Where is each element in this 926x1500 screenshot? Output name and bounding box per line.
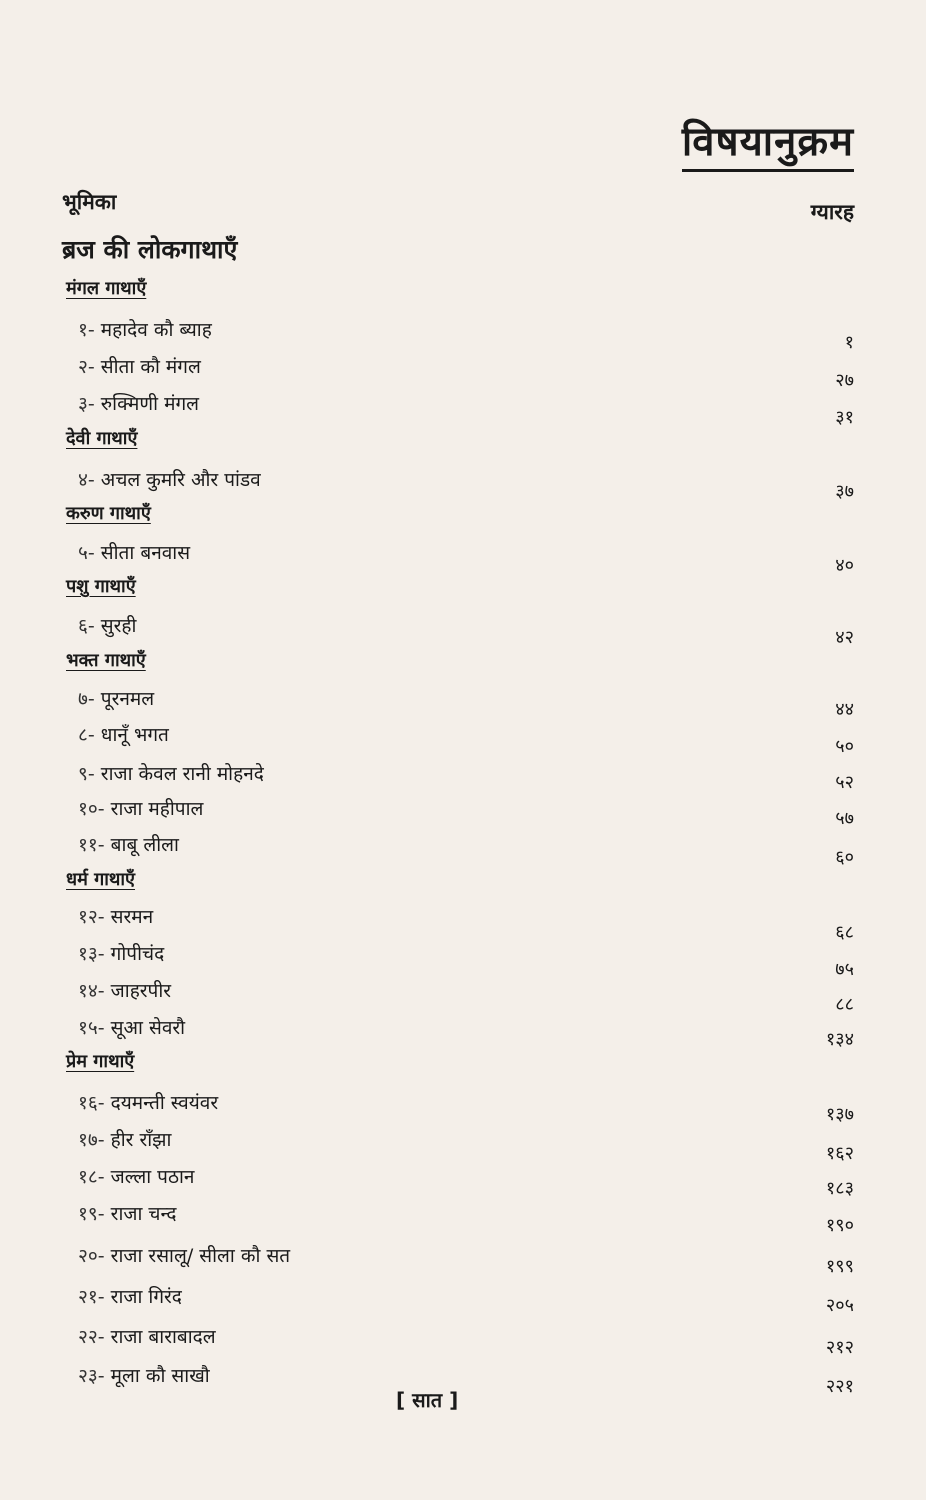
toc-entry xyxy=(78,1200,176,1226)
entry-title: राजा बाराबादल xyxy=(110,1326,216,1348)
entry-number: २२- xyxy=(78,1326,105,1348)
entry-title: राजा केवल रानी मोहनदे xyxy=(100,763,264,785)
entry-title: जल्ला पठान xyxy=(110,1166,195,1188)
entry-title: रुक्मिणी मंगल xyxy=(100,393,200,415)
entry-number: ५- xyxy=(78,542,95,564)
toc-entry xyxy=(78,1323,216,1349)
toc-entry xyxy=(78,795,203,821)
entry-number: २१- xyxy=(78,1286,105,1308)
entry-number: ९- xyxy=(78,763,95,785)
entry-title: सूआ सेवरौ xyxy=(110,1017,186,1039)
page-heading: विषयानुक्रम xyxy=(682,112,854,172)
toc-entry xyxy=(78,760,264,786)
page-number: १३७ xyxy=(825,1104,854,1125)
toc-entry xyxy=(78,831,179,857)
entry-number: १४- xyxy=(78,980,105,1002)
toc-entry xyxy=(78,1163,194,1189)
page-number: १६२ xyxy=(825,1143,854,1164)
entry-number: १२- xyxy=(78,906,105,928)
toc-entry xyxy=(78,316,212,342)
entry-title: सीता कौ मंगल xyxy=(100,356,201,378)
preface-page-number: ग्यारह xyxy=(810,200,854,224)
toc-entry xyxy=(78,1126,171,1152)
toc-entry xyxy=(78,977,171,1003)
toc-entry xyxy=(78,353,201,379)
entry-number: ३- xyxy=(78,393,95,415)
toc-entry xyxy=(78,721,169,747)
page-number: ३७ xyxy=(835,481,854,502)
page-number: ३१ xyxy=(835,407,854,428)
page-number: ६८ xyxy=(835,922,854,943)
entry-number: १- xyxy=(78,319,95,341)
entry-number: २- xyxy=(78,356,95,378)
entry-title: महादेव कौ ब्याह xyxy=(100,319,212,341)
toc-entry xyxy=(78,1242,290,1268)
page-number: ५७ xyxy=(835,808,854,829)
entry-number: ४- xyxy=(78,469,95,491)
entry-title: सरमन xyxy=(110,906,154,928)
entry-number: १०- xyxy=(78,798,105,820)
entry-title: पूरनमल xyxy=(100,688,155,710)
toc-entry xyxy=(78,539,190,565)
entry-title: जाहरपीर xyxy=(110,980,172,1002)
entry-title: बाबू लीला xyxy=(110,834,179,856)
page-number: ४४ xyxy=(835,699,854,720)
entry-title: सुरही xyxy=(100,615,137,637)
category-heading: धर्म गाथाएँ xyxy=(66,869,136,890)
page-number: ८८ xyxy=(835,994,854,1015)
toc-entry xyxy=(78,903,153,929)
entry-title: राजा गिरंद xyxy=(110,1286,182,1308)
entry-number: ८- xyxy=(78,724,95,746)
entry-number: १६- xyxy=(78,1092,105,1114)
page-number: ५२ xyxy=(835,772,854,793)
page-number: ४२ xyxy=(835,627,854,648)
entry-number: १९- xyxy=(78,1203,105,1225)
entry-number: १७- xyxy=(78,1129,105,1151)
entry-title: राजा चन्द xyxy=(110,1203,177,1225)
entry-number: १८- xyxy=(78,1166,105,1188)
entry-title: हीर राँझा xyxy=(110,1129,172,1151)
category-heading: मंगल गाथाएँ xyxy=(66,278,147,299)
entry-number: ६- xyxy=(78,615,95,637)
page-number: ७५ xyxy=(835,959,854,980)
toc-entry xyxy=(78,685,154,711)
page-number: २१२ xyxy=(825,1337,854,1358)
entry-title: अचल कुमरि और पांडव xyxy=(100,469,261,491)
category-heading: देवी गाथाएँ xyxy=(66,428,138,449)
entry-title: दयमन्ती स्वयंवर xyxy=(110,1092,219,1114)
entry-title: गोपीचंद xyxy=(110,943,165,965)
page-number: ५० xyxy=(835,736,854,757)
entry-number: २०- xyxy=(78,1245,105,1267)
page-number: ४० xyxy=(835,555,854,576)
toc-entry xyxy=(78,390,199,416)
category-heading: प्रेम गाथाएँ xyxy=(66,1051,135,1072)
category-heading: पशु गाथाएँ xyxy=(66,576,136,597)
page-number: १ xyxy=(844,332,854,353)
entry-title: मूला कौ साखौ xyxy=(110,1365,210,1387)
toc-entry xyxy=(78,940,164,966)
page-number: २२१ xyxy=(825,1376,854,1397)
page-number: १३४ xyxy=(825,1029,854,1050)
entry-title: सीता बनवास xyxy=(100,542,191,564)
category-heading: भक्त गाथाएँ xyxy=(66,650,146,671)
toc-entry xyxy=(78,1014,185,1040)
entry-number: ७- xyxy=(78,688,95,710)
page-number: २७ xyxy=(835,370,854,391)
toc-entry xyxy=(78,466,261,492)
entry-title: राजा रसालू/ सीला कौ सत xyxy=(110,1245,291,1267)
toc-entry xyxy=(78,1089,218,1115)
section-title: ब्रज की लोकगाथाएँ xyxy=(62,235,238,264)
entry-number: २३- xyxy=(78,1365,105,1387)
page-number: १९९ xyxy=(825,1256,854,1277)
preface-label: भूमिका xyxy=(62,190,117,214)
page-folio: [ सात ] xyxy=(396,1388,459,1412)
page-number: ६० xyxy=(835,847,854,868)
toc-entry xyxy=(78,1362,210,1388)
entry-title: राजा महीपाल xyxy=(110,798,204,820)
category-heading: करुण गाथाएँ xyxy=(66,503,151,524)
toc-entry xyxy=(78,612,136,638)
page-number: २०५ xyxy=(825,1295,854,1316)
page-number: १९० xyxy=(825,1215,854,1236)
page-number: १८३ xyxy=(825,1178,854,1199)
entry-number: ११- xyxy=(78,834,105,856)
entry-number: १५- xyxy=(78,1017,105,1039)
entry-number: १३- xyxy=(78,943,105,965)
entry-title: धानूँ भगत xyxy=(100,724,169,746)
toc-entry xyxy=(78,1283,182,1309)
